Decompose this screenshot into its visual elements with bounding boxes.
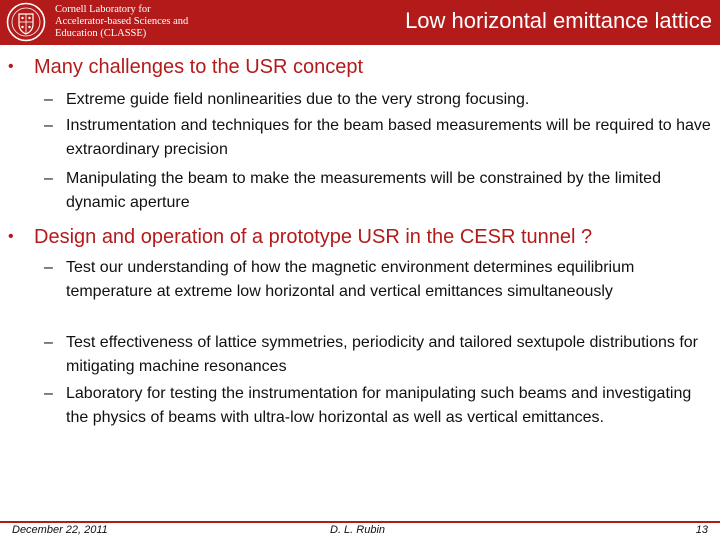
- dash-marker: –: [44, 385, 53, 402]
- sub-item: [44, 382, 716, 429]
- sub-item-text: Manipulating the beam to make the measurements will be constrained by the limited dynamic aperture: [66, 170, 661, 211]
- bullet-marker: •: [8, 228, 14, 245]
- lab-name-line: Cornell Laboratory for: [55, 4, 151, 15]
- dash-marker: –: [44, 91, 53, 108]
- sub-item-text: Instrumentation and techniques for the beam based measurements will be required to have extraordinary precision: [66, 117, 711, 158]
- bullet-text: Design and operation of a prototype USR in the CESR tunnel ?: [34, 226, 593, 248]
- slide-title: Low horizontal emittance lattice: [405, 8, 712, 33]
- sub-item-text: Extreme guide field nonlinearities due to the very strong focusing.: [66, 91, 530, 108]
- dash-marker: –: [44, 117, 53, 134]
- dash-marker: –: [44, 170, 53, 187]
- sub-item: [44, 256, 716, 303]
- sub-item: [44, 88, 716, 112]
- footer-page-number: 13: [695, 524, 708, 536]
- sub-item: [44, 331, 716, 378]
- sub-item-text: Test our understanding of how the magnetic environment determines equilibrium temperature at extreme low horizontal and vertical emittances simultaneously: [66, 259, 635, 300]
- sub-item-text: Laboratory for testing the instrumentation for manipulating such beams and investigating the physics of beams with ultra-low horizontal as well as vertical emittances.: [66, 385, 692, 426]
- dash-marker: –: [44, 334, 53, 351]
- sub-item: [44, 114, 716, 161]
- footer-date: December 22, 2011: [12, 524, 108, 536]
- lab-name: [55, 4, 205, 40]
- bullet-marker: •: [8, 58, 14, 75]
- sub-item: [44, 167, 716, 214]
- footer-author: D. L. Rubin: [330, 524, 386, 536]
- sub-item-text: Test effectiveness of lattice symmetries, periodicity and tailored sextupole distributions for mitigating machine resonances: [66, 334, 698, 375]
- bullet-text: Many challenges to the USR concept: [34, 56, 364, 78]
- header-bar: [0, 0, 720, 45]
- lab-name-line: Accelerator-based Sciences and: [55, 16, 189, 27]
- dash-marker: –: [44, 259, 53, 276]
- cornell-seal-logo: [6, 2, 46, 42]
- lab-name-line: Education (CLASSE): [55, 28, 147, 39]
